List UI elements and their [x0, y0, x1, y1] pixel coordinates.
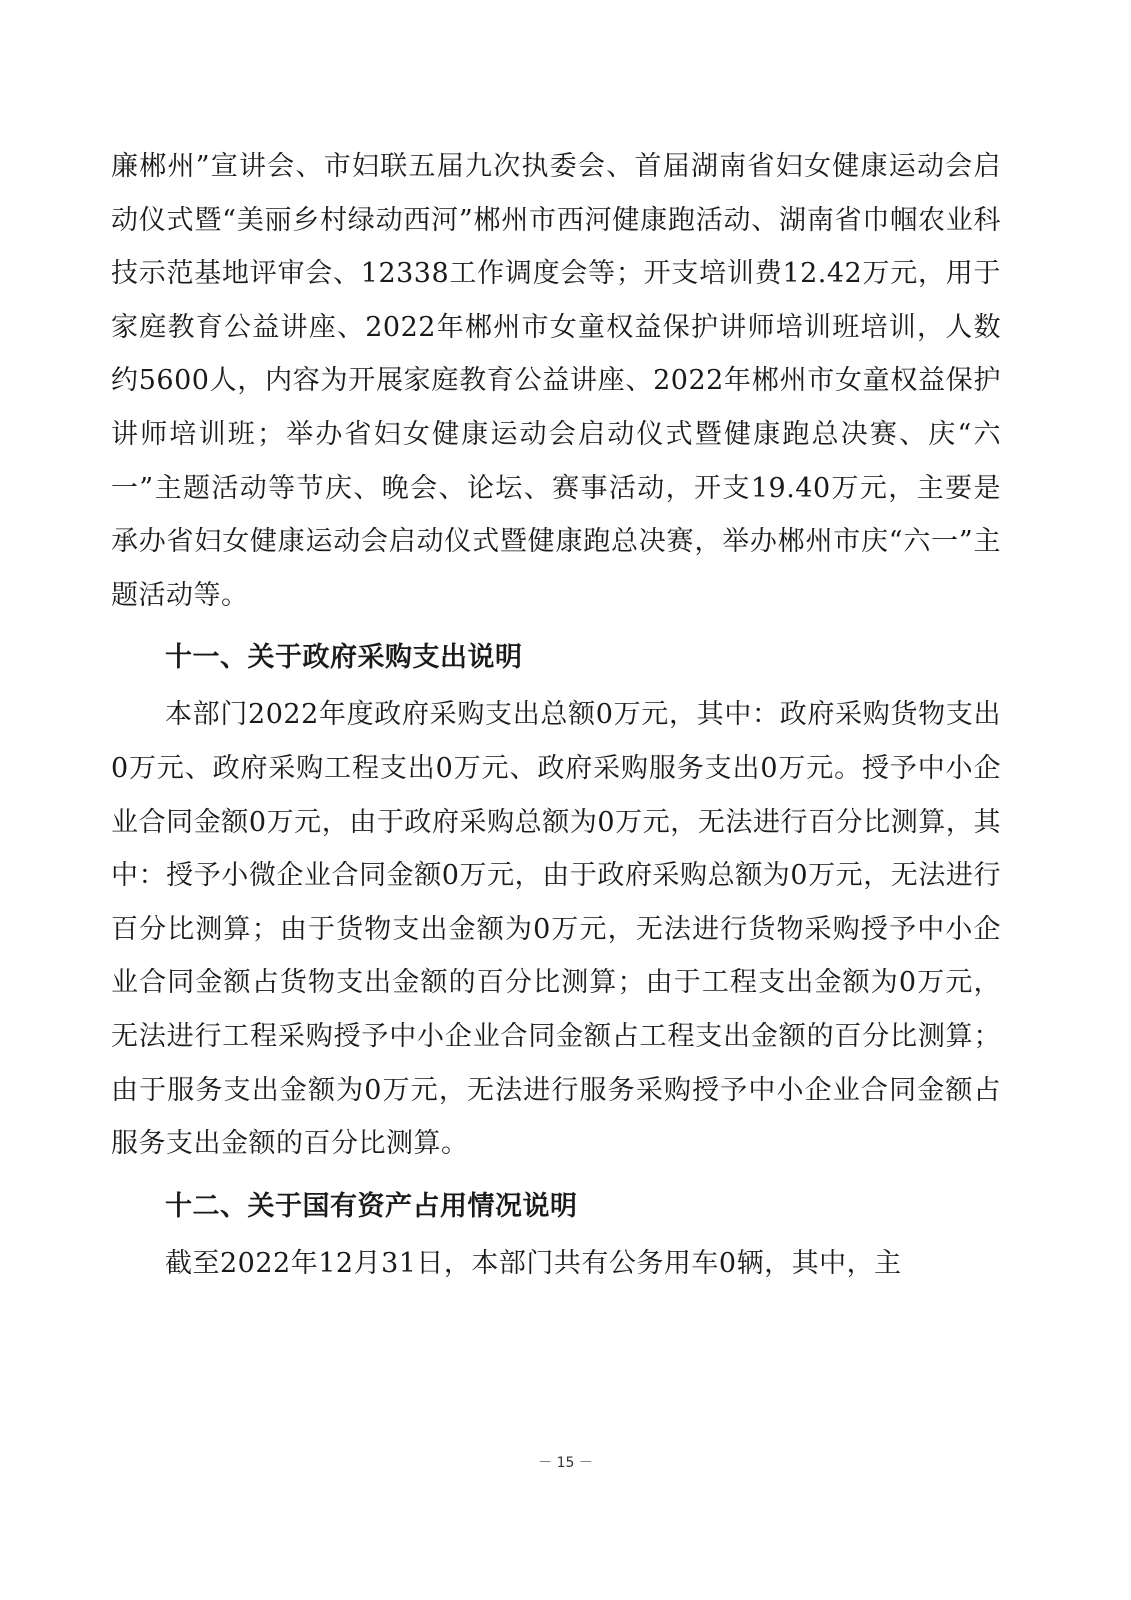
section-heading-state-assets: 十二、关于国有资产占用情况说明: [165, 1190, 578, 1222]
paragraph-procurement: 本部门2022年度政府采购支出总额0万元，其中：政府采购货物支出0万元、政府采购工程支出0万元、政府采购服务支出0万元。授予中小企业合同金额0万元，由于政府采购总额为0万元，无法进行百分比测算，其中：授予小微企业合同金额0万元，由于政府采购总额为0万元，无法进行百分比测算；由于货物支出金额为0万元，无法进行货物采购授予中小企业合同金额占货物支出金额的百分比测算；由于工程支出金额为0万元，无法进行工程采购授予中小企业合同金额占工程支出金额的百分比测算；由于服务支出金额为0万元，无法进行服务采购授予中小企业合同金额占服务支出金额的百分比测算。: [111, 699, 1001, 1160]
page-number: － 15 －: [538, 1455, 593, 1471]
paragraph-state-assets: 截至2022年12月31日，本部门共有公务用车0辆，其中，主: [165, 1247, 902, 1279]
paragraph-meetings-training: 廉郴州”宣讲会、市妇联五届九次执委会、首届湖南省妇女健康运动会启动仪式暨“美丽乡村绿动西河”郴州市西河健康跑活动、湖南省巾帼农业科技示范基地评审会、12338工作调度会等；开支培训费12.42万元，用于家庭教育公益讲座、2022年郴州市女童权益保护讲师培训班培训，人数约5600人，内容为开展家庭教育公益讲座、2022年郴州市女童权益保护讲师培训班；举办省妇女健康运动会启动仪式暨健康跑总决赛、庆“六一”主题活动等节庆、晚会、论坛、赛事活动，开支19.40万元，主要是承办省妇女健康运动会启动仪式暨健康跑总决赛，举办郴州市庆“六一”主题活动等。: [111, 151, 1001, 611]
page-body: [111, 140, 1001, 1290]
section-heading-procurement: 十一、关于政府采购支出说明: [165, 642, 523, 674]
